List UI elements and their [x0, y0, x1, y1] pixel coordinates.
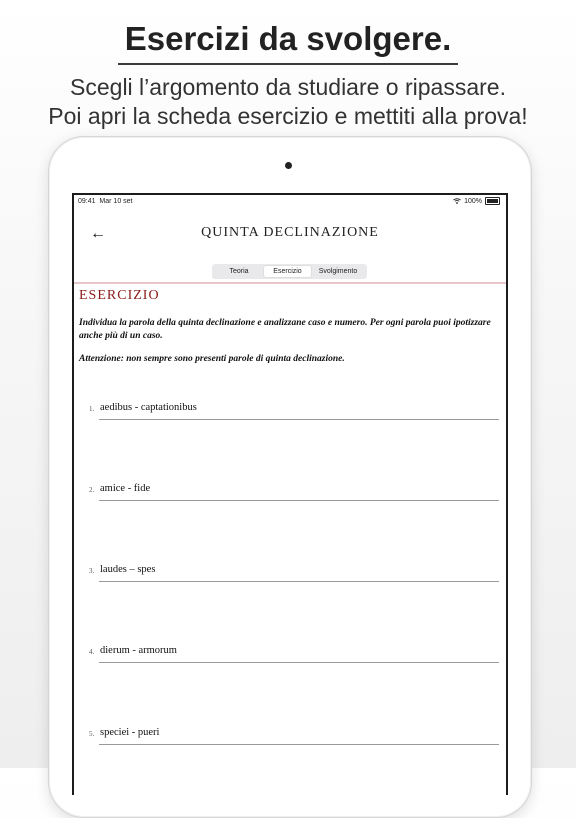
- tab-teoria[interactable]: Teoria: [229, 268, 249, 275]
- tab-esercizio[interactable]: Esercizio: [264, 266, 311, 277]
- promo-divider: [118, 63, 458, 65]
- item-text: speciei - pueri: [100, 727, 160, 738]
- exercise-item: [89, 562, 500, 584]
- section-heading: ESERCIZIO: [79, 288, 160, 303]
- arrow-left-icon: ←: [90, 225, 106, 242]
- status-date: Mar 10 set: [99, 198, 133, 205]
- tab-svolgimento[interactable]: Svolgimento: [318, 268, 358, 275]
- instruction-text: Individua la parola della quinta declinazione e analizzane caso e numero. Per ogni parola puoi ipotizzare anche più di un caso.: [79, 318, 491, 341]
- status-clock: 09:41: [78, 198, 96, 205]
- exercise-item: [89, 400, 500, 422]
- battery-percentage: 100%: [464, 197, 482, 205]
- exercise-item: [89, 725, 500, 747]
- promo-subtitle: [0, 73, 576, 131]
- screen-title: QUINTA DECLINAZIONE: [201, 225, 379, 240]
- tab-segmented-control: [212, 264, 367, 279]
- section-divider: [74, 282, 506, 284]
- item-number: 1.: [89, 405, 95, 413]
- instruction-warning: Attenzione: non sempre sono presenti parole di quinta declinazione.: [79, 354, 345, 364]
- exercise-item: [89, 481, 500, 503]
- wifi-icon: [453, 198, 461, 204]
- item-number: 4.: [89, 648, 95, 656]
- item-number: 5.: [89, 730, 95, 738]
- answer-field[interactable]: [99, 500, 499, 501]
- promo-title: Esercizi da svolgere.: [124, 20, 452, 57]
- answer-field[interactable]: [99, 419, 499, 420]
- answer-field[interactable]: [99, 662, 499, 663]
- item-text: laudes – spes: [100, 564, 156, 575]
- promo-subtitle-line-2: Poi apri la scheda esercizio e mettiti alla prova!: [48, 103, 528, 129]
- exercise-item: [89, 643, 500, 665]
- camera-icon: [285, 162, 292, 169]
- exercise-instructions: [79, 317, 495, 376]
- item-text: aedibus - captationibus: [100, 402, 197, 413]
- item-text: amice - fide: [100, 483, 151, 494]
- item-number: 2.: [89, 486, 95, 494]
- status-time: [78, 198, 133, 205]
- status-indicators: [453, 197, 500, 205]
- battery-icon: [485, 197, 500, 205]
- item-text: dierum - armorum: [100, 645, 177, 656]
- answer-field[interactable]: [99, 744, 499, 745]
- device-screen: [72, 193, 508, 795]
- item-number: 3.: [89, 567, 95, 575]
- status-bar: [74, 195, 506, 209]
- promo-subtitle-line-1: Scegli l’argomento da studiare o ripassare.: [70, 74, 506, 100]
- answer-field[interactable]: [99, 581, 499, 582]
